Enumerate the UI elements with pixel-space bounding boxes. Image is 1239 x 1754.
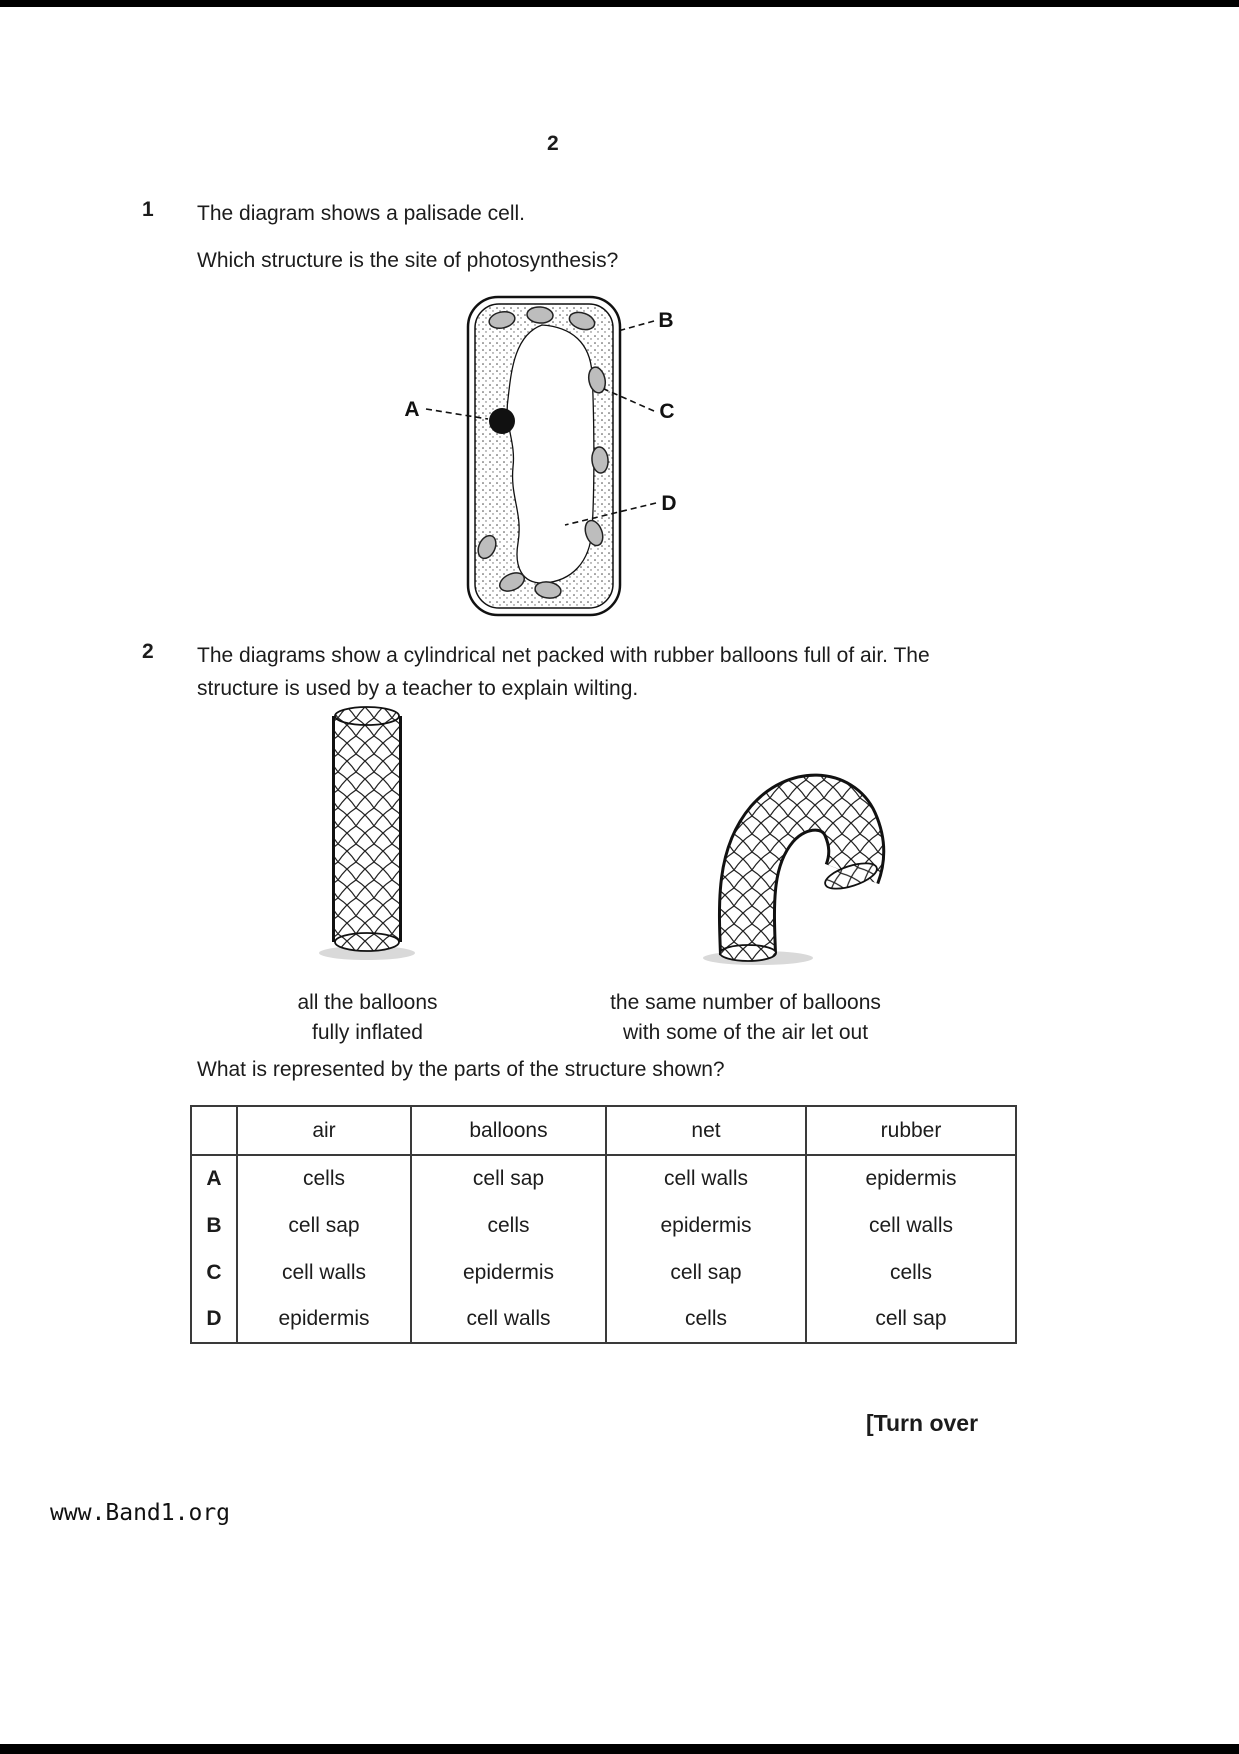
net-cylinder-bent-diagram [680, 762, 890, 972]
col-header-balloons: balloons [411, 1106, 606, 1155]
nucleus [489, 408, 515, 434]
table-cell: cell sap [606, 1249, 806, 1296]
table-cell: cells [411, 1202, 606, 1249]
label-b: B [658, 309, 674, 332]
net-cylinder-upright-diagram [302, 700, 432, 970]
row-label-d: D [191, 1296, 237, 1343]
table-cell: cell sap [806, 1296, 1016, 1343]
question-2-question: What is represented by the parts of the structure shown? [197, 1058, 725, 1081]
table-cell: epidermis [411, 1249, 606, 1296]
table-cell: epidermis [237, 1296, 411, 1343]
table-cell: cell walls [806, 1202, 1016, 1249]
caption-left-line2: fully inflated [312, 1021, 423, 1045]
question-1-text [197, 198, 1017, 277]
table-cell: cell walls [411, 1296, 606, 1343]
question-1-line2: Which structure is the site of photosynthesis? [197, 248, 619, 272]
tube-bottom [335, 933, 399, 951]
table-row [191, 1296, 1016, 1343]
table-row [191, 1155, 1016, 1202]
label-d: D [661, 492, 677, 515]
page-number: 2 [547, 132, 559, 155]
scan-edge-bottom [0, 1744, 1239, 1754]
label-c: C [659, 400, 675, 423]
table-row [191, 1202, 1016, 1249]
table-cell: cells [606, 1296, 806, 1343]
question-1-line1: The diagram shows a palisade cell. [197, 202, 526, 225]
question-2-intro: The diagrams show a cylindrical net packed with rubber balloons full of air. The structure is used by a teacher to explain wilting. [197, 644, 930, 700]
table-cell: epidermis [606, 1202, 806, 1249]
col-header-rubber: rubber [806, 1106, 1016, 1155]
table-header-row [191, 1106, 1016, 1155]
table-cell: cells [806, 1249, 1016, 1296]
col-header-net: net [606, 1106, 806, 1155]
table-cell: cells [237, 1155, 411, 1202]
tube-top [335, 707, 399, 725]
col-header-air: air [237, 1106, 411, 1155]
corner-cell [191, 1106, 237, 1155]
caption-right [598, 988, 893, 1049]
row-label-c: C [191, 1249, 237, 1296]
table-cell: cell sap [237, 1202, 411, 1249]
table-cell: cell walls [606, 1155, 806, 1202]
table-cell: epidermis [806, 1155, 1016, 1202]
question-2-number: 2 [142, 640, 154, 663]
table-cell: cell walls [237, 1249, 411, 1296]
turn-over-label: [Turn over [866, 1410, 979, 1436]
table-cell: cell sap [411, 1155, 606, 1202]
table-row [191, 1249, 1016, 1296]
tube-base [720, 945, 776, 961]
row-label-a: A [191, 1155, 237, 1202]
vacuole-shape [507, 325, 594, 583]
caption-left [265, 988, 470, 1049]
scan-edge-top [0, 0, 1239, 7]
row-label-b: B [191, 1202, 237, 1249]
question-1-number: 1 [142, 198, 154, 221]
footer-url: www.Band1.org [50, 1500, 231, 1526]
caption-right-line2: with some of the air let out [622, 1021, 869, 1045]
label-a: A [404, 398, 420, 421]
caption-left-line1: all the balloons [297, 991, 438, 1014]
caption-right-line1: the same number of balloons [610, 991, 881, 1014]
palisade-cell-diagram [390, 285, 690, 625]
answer-table [190, 1105, 1017, 1344]
